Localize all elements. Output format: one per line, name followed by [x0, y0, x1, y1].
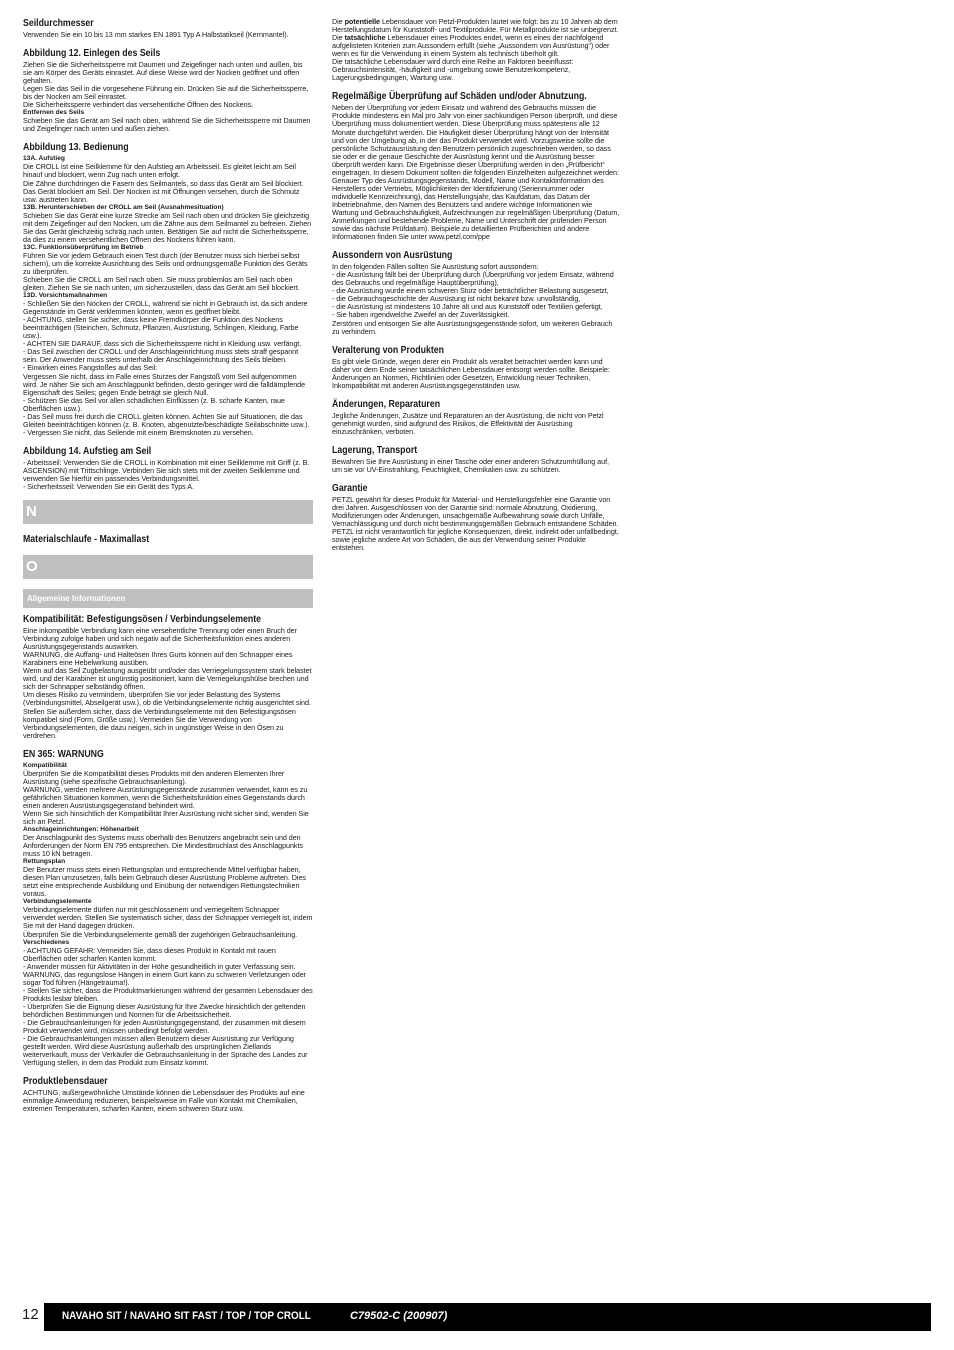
- section-title: Garantie: [332, 483, 368, 495]
- subheading: 13A. Aufstieg: [23, 155, 65, 163]
- section-body: Die potentielle Lebensdauer von Petzl-Produkten lautet wie folgt: bis zu 10 Jahren ab dem Herstellungsdatum für Kunststoff- und Textilprodukte. Für Metallprodukte ist sie unbegrenzt. Die tatsächliche Lebensdauer eines Produktes endet, wenn es eines der nachfolgend aufgelisteten Kriterien zum Aussondern erfüllt (siehe „Aussondern von Ausrüstung“) oder wenn es für die Verwendung in einem System als technisch überholt gilt. Die tatsächliche Lebensdauer wird durch eine Reihe an Faktoren beeinflusst: Gebrauchsintensität, -häufigkeit und -umgebung sowie Benutzerkompetenz, Lagerungsbedingungen, Wartung usw.: [332, 17, 619, 83]
- section-body: - Arbeitsseil: Verwenden Sie die CROLL in Kombination mit einer Seilklemme mit Griff (z. B. ASCENSION) mit Trittschlinge. Verbinden Sie sich stets mit der zweiten Seilklemme und verwenden Sie hierfür ein passendes Verbindungsmittel. - Sicherheitsseil: Verwenden Sie ein Gerät des Typs A.: [23, 457, 310, 492]
- subheading: Anschlageinrichtungen: Höhenarbeit: [23, 826, 139, 834]
- general-info-bar: Allgemeine Informationen: [23, 589, 313, 608]
- section-body: In den folgenden Fällen sollten Sie Ausrüstung sofort aussondern: - die Ausrüstung fällt bei der Überprüfung durch (Überprüfung vor jedem Einsatz, während des Gebrauchs und regelmäßige Hauptüberprüfung), - die Ausrüstung wurde einem schweren Sturz oder beträchtlicher Belastung ausgesetzt, - die Gebrauchsgeschichte der Ausrüstung ist nicht bekannt bzw. unvollständig, - die Ausrüstung ist mindestens 10 Jahre alt und aus Kunststoff oder Textilien gefertigt, - Sie haben irgendwelche Zweifel an der Zuverlässigkeit. Zerstören und entsorgen Sie alte Ausrüstungsgegenstände sofort, um weiteren Gebrauch zu verhindern.: [332, 262, 614, 336]
- subheading: Kompatibilität: [23, 761, 67, 769]
- section-abbildung-14: [23, 446, 313, 491]
- subheading: 13C. Funktionsüberprüfung im Betrieb: [23, 243, 144, 251]
- section-body: - Schließen Sie den Nocken der CROLL, während sie nicht in Gebrauch ist, da sich andere Gegenstände im Gerät verklemmen könnten, wenn es geöffnet bleibt. - ACHTUNG, stellen Sie sicher, dass keine Fremdkörper die Funktion des Nockens beeinträchtigen (Steinchen, Schmutz, Pflanzen, Ausrüstung, Schlingen, Kleidung, Farbe usw.). - ACHTEN SIE DARAUF, dass sich die Sicherheitssperre nicht in Kleidung usw. verfängt. - Das Seil zwischen der CROLL und der Anschlageinrichtung muss stets straff gespannt sein. Der Anwender muss stets unterhalb der Anschlageinrichtung des Seils bleiben. - Einwirken eines Fangstoßes auf das Seil: Vergessen Sie nicht, dass im Falle eines Sturzes der Fangstoß vom Seil aufgenommen wird. Je näher Sie sich am Anschlagpunkt befinden, desto geringer wird die falldämpfende Eigenschaft des Seiles; gegen Ende beträgt sie gleich Null. - Schützen Sie das Seil vor allen schädlichen Einflüssen (z. B. scharfe Kanten, raue Oberflächen usw.). - Das Seil muss frei durch die CROLL gleiten können. Achten Sie auf Situationen, die das Gleiten beeinträchtigen können (z. B. Knoten, abgenutzte/beschädigte Seilabschnitte usw.). - Vergessen Sie nicht, das Seilende mit einem Bremsknoten zu versehen.: [23, 299, 310, 437]
- subheading: 13D. Vorsichtsmaßnahmen: [23, 292, 108, 300]
- section-title: Aussondern von Ausrüstung: [332, 250, 453, 262]
- section-aussondern: [332, 250, 620, 335]
- section-body: - ACHTUNG GEFAHR: Vermeiden Sie, dass dieses Produkt in Kontakt mit rauen Oberflächen oder scharfen Kanten kommt. - Anwender müssen für Aktivitäten in der Höhe gesundheitlich in guter Verfassung sein. WARNUNG, das regungslose Hängen in einem Gurt kann zu schweren Verletzungen oder sogar Tod führen (Hängetrauma!). - Stellen Sie sicher, dass die Produktmarkierungen während der gesamten Lebensdauer des Produkts lesbar bleiben. - Überprüfen Sie die Eignung dieser Ausrüstung für Ihre Zwecke hinsichtlich der geltenden behördlichen Bestimmungen und Normen für die Arbeitssicherheit. - Die Gebrauchsanleitungen für jeden Ausrüstungsgegenstand, der zusammen mit diesem Produkt verwendet wird, müssen unbedingt befolgt werden. - Die Gebrauchsanleitungen müssen allen Benutzern dieser Ausrüstung zur Verfügung gestellt werden. Wird diese Ausrüstung außerhalb des ursprünglichen Ziellands weiterverkauft, muss der Verkäufer die Gebrauchsanleitung in der Sprache des Landes zur Verfügung stellen, in dem das Produkt zum Einsatz kommt.: [23, 945, 313, 1068]
- section-body: Der Benutzer muss stets einen Rettungsplan und entsprechende Mittel verfügbar haben, diesen Plan umzusetzen, falls beim Gebrauch dieser Ausrüstung Probleme auftreten. Dies setzt eine entsprechende Ausbildung und Einübung der notwendigen Rettungstechniken voraus.: [23, 865, 306, 899]
- section-letter-bar-n: N: [23, 500, 313, 524]
- subheading: Verbindungselemente: [23, 898, 92, 906]
- section-en365: [23, 749, 313, 1068]
- section-body: ACHTUNG, außergewöhnliche Umstände können die Lebensdauer des Produkts auf eine einmalige Anwendung reduzieren, beispielsweise im Falle von Kontakt mit Chemikalien, extremen Temperaturen, scharfen Kanten, einem schweren Sturz usw.: [23, 1088, 305, 1114]
- emphasis: tatsächliche: [344, 33, 386, 43]
- section-body: Führen Sie vor jedem Gebrauch einen Test durch (der Benutzer muss sich hierbei selbst sichern), um die korrekte Ausrichtung des Seils und ordnungsgemäße Funktion des Geräts zu überprüfen. Schieben Sie die CROLL am Seil nach oben. Sie muss problemlos am Seil nach oben gleiten. Ziehen Sie sie nach unten, um sicherzustellen, dass das Gerät am Seil blockiert.: [23, 250, 308, 293]
- section-body: Überprüfen Sie die Kompatibilität dieses Produkts mit den anderen Elementen Ihrer Ausrüstung (siehe spezifische Gebrauchsanleitung). WARNUNG, werden mehrere Ausrüstungsgegenstände zusammen verwendet, kann es zu gefährlichen Situationen kommen, wenn die Sicherheitsfunktion eines Gegenstands durch einen anderen Ausrüstungsgegenstand behindert wird. Wenn Sie sich hinsichtlich der Kompatibilität Ihrer Ausrüstung nicht sicher sind, wenden Sie sich an Petzl.: [23, 768, 309, 826]
- section-title: Abbildung 13. Bedienung: [23, 142, 129, 154]
- section-body: Jegliche Änderungen, Zusätze und Reparaturen an der Ausrüstung, die nicht von Petzl genehmigt wurden, sind aufgrund des Risikos, die Effektivität der Ausrüstung einzuschränken, verboten.: [332, 410, 604, 436]
- section-lebensdauer-intro: [332, 18, 620, 82]
- section-title: Materialschlaufe - Maximallast: [23, 534, 150, 546]
- section-body: Verbindungselemente dürfen nur mit geschlossenem und verriegeltem Schnapper verwendet werden. Stellen Sie systematisch sicher, dass der Schnapper verriegelt ist, indem Sie mit der Hand dagegen drücken. Überprüfen Sie die Verbindungselemente gemäß der zugehörigen Gebrauchsanleitung.: [23, 905, 313, 939]
- section-title: Regelmäßige Überprüfung auf Schäden und/oder Abnutzung.: [332, 91, 587, 103]
- section-title: Kompatibilität: Befestigungsösen / Verbindungselemente: [23, 614, 262, 626]
- section-title: Abbildung 14. Aufstieg am Seil: [23, 445, 152, 457]
- right-column: [332, 18, 620, 561]
- section-body: Neben der Überprüfung vor jedem Einsatz und während des Gebrauchs müssen die Produkte mindestens ein Mal pro Jahr von einer sachkundigen Person überprüft, und diese Überprüfung muss dokumentiert werden. Diese Überprüfung muss spätestens alle 12 Monate durchgeführt werden. Die Häufigkeit dieser Überprüfung hängt von der Intensität und von der Umgebung ab, in der das Produkt verwendet wird. Vorzugsweise sollte die persönliche Schutzausrüstung den Benutzern persönlich zugeschrieben werden, so dass sie oder er die genaue Geschichte der Ausrüstung kennt und die Ausrüstung besser überprüft werden kann. Die Ergebnisse dieser Überprüfung werden in den „Prüfbericht“ eingetragen. In diesem Dokument sollten die folgenden Einzelheiten aufgezeichnet werden: Genauer Typ des Ausrüstungsgegenstands, Modell, Name und Kontaktinformation des Herstellers oder Vertriebs, Möglichkeiten der Identifizierung (Seriennummer oder individuelle Kennzeichnung), das Herstellungsjahr, das Kaufdatum, das Datum der Inbetriebnahme, den Namen des Benutzers und andere wichtige Informationen wie Wartung und Gebrauchshäufigkeit, Aufzeichnungen zur regelmäßigen Überprüfung (Datum, Anmerkungen und bestehende Probleme, Name und Unterschrift der prüfenden Person sowie das nächste Prüfdatum). Beispiele zu detaillierten Prüfberichten und andere Informationen finden Sie unter www.petzl.com/ppe: [332, 103, 620, 242]
- section-regelmaessige-ueberpruefung: [332, 91, 620, 241]
- section-body: Eine inkompatible Verbindung kann eine versehentliche Trennung oder einen Bruch der Verbindung zufolge haben und sich negativ auf die Sicherheitsfunktion eines anderen Ausrüstungsgegenstands auswirken. WARNUNG, die Auffang- und Halteösen Ihres Gurts können auf den Schnapper eines Karabiners eine Hebelwirkung ausüben. Wenn auf das Seil Zugbelastung ausgeübt und/oder das Verriegelungssystem stark belastet wird, und der Karabiner ist ungünstig positioniert, kann die Verriegelungshülse brechen und sich der Schnapper selbständig öffnen. Um dieses Risiko zu vermindern, überprüfen Sie vor jeder Belastung des Systems (Verbindungsmittel, Abseilgerät usw.), ob die Verbindungselemente richtig ausgerichtet sind. Stellen Sie außerdem sicher, dass die Verbindungselemente mit den Befestigungsösen kompatibel sind (Form, Größe usw.). Vermeiden Sie die Verwendung von Verbindungselementen, die dazu neigen, sich in ungünstiger Weise in den Ösen zu verdrehen.: [23, 626, 312, 740]
- section-title: Produktlebensdauer: [23, 1076, 108, 1088]
- section-produktlebensdauer: [23, 1076, 313, 1113]
- footer-title: NAVAHO SIT / NAVAHO SIT FAST / TOP / TOP CROLL: [62, 1310, 311, 1322]
- section-title: EN 365: WARNUNG: [23, 748, 104, 760]
- page-footer: [22, 1303, 931, 1331]
- section-aenderungen: [332, 399, 620, 436]
- section-seildurchmesser: [23, 18, 313, 39]
- section-body: Schieben Sie das Gerät am Seil nach oben, während Sie die Sicherheitssperre mit Daumen und Zeigefinger nach unten und außen ziehen.: [23, 116, 311, 134]
- section-body: Es gibt viele Gründe, wegen derer ein Produkt als veraltet betrachtet werden kann und daher vor dem Ende seiner tatsächlichen Lebensdauer entsorgt werden sollte. Beispiele: Änderungen an Normen, Richtlinien oder Gesetzen, Entwicklung neuer Techniken, Inkompatibilität mit anderen Ausrüstungsgegenständen usw.: [332, 356, 610, 390]
- document-code: C79502-C (200907): [350, 1310, 448, 1322]
- section-letter-bar-o: O: [23, 555, 313, 579]
- section-body: Die CROLL ist eine Seilklemme für den Aufstieg am Arbeitsseil. Es gleitet leicht am Seil hinauf und blockiert, wenn Zug nach unten erfolgt. Die Zähne durchdringen die Fasern des Seilmantels, so dass das Gerät am Seil blockiert. Das Gerät blockiert am Seil. Der Nocken ist mit Öffnungen versehen, durch die Schmutz usw. austreten kann.: [23, 162, 304, 204]
- section-title: Lagerung, Transport: [332, 444, 418, 456]
- subheading: Verschiedenes: [23, 938, 70, 946]
- page-number: 12: [22, 1306, 39, 1323]
- section-body: Bewahren Sie Ihre Ausrüstung in einer Tasche oder einer anderen Schutzumhüllung auf, um sie vor UV-Einstrahlung, Feuchtigkeit, Chemikalien usw. zu schützen.: [332, 456, 609, 474]
- section-body: Verwenden Sie ein 10 bis 13 mm starkes EN 1891 Typ A Halbstatikseil (Kernmantel).: [23, 30, 289, 39]
- section-abbildung-13: [23, 142, 313, 436]
- section-title: Veralterung von Produkten: [332, 344, 444, 356]
- section-garantie: [332, 483, 620, 552]
- section-title: Abbildung 12. Einlegen des Seils: [23, 48, 161, 60]
- section-materialschlaufe: [23, 534, 313, 546]
- subheading: 13B. Herunterschieben der CROLL am Seil (Ausnahmesituation): [23, 203, 224, 211]
- section-body: Der Anschlagpunkt des Systems muss oberhalb des Benutzers angebracht sein und den Anforderungen der Norm EN 795 entsprechen. Die Mindestbruchlast des Anschlagpunkts muss 10 kN betragen.: [23, 833, 303, 859]
- section-title: Seildurchmesser: [23, 18, 94, 29]
- section-title: Änderungen, Reparaturen: [332, 398, 441, 410]
- section-veralterung: [332, 345, 620, 390]
- section-abbildung-12: [23, 48, 313, 133]
- left-column: [23, 18, 313, 1122]
- text-span: Lebensdauer eines Produktes endet, wenn es eines der nachfolgend aufgelisteten Kriterien zum Aussondern erfüllt (siehe „Aussondern von Ausrüstung“) oder wenn es für die Verwendung in einem System als technisch überholt gilt. Die tatsächliche Lebensdauer wird durch eine Reihe an Faktoren beeinflusst: Gebrauchsintensität, -häufigkeit und -umgebung sowie Benutzerkompetenz, Lagerungsbedingungen, Wartung usw.: [332, 33, 610, 83]
- subheading: Entfernen des Seils: [23, 109, 85, 117]
- section-body: Ziehen Sie die Sicherheitssperre mit Daumen und Zeigefinger nach unten und außen, bis sie am Körper des Geräts einrastet. Auf diese Weise wird der Nocken geöffnet und offen gehalten. Legen Sie das Seil in die vorgesehene Führung ein. Drücken Sie auf die Sicherheitssperre, bis der Nocken am Seil einrastet. Die Sicherheitssperre verhindert das versehentliche Öffnen des Nockens.: [23, 60, 309, 110]
- footer-bar: [44, 1303, 931, 1331]
- section-body: Schieben Sie das Gerät eine kurze Strecke am Seil nach oben und drücken Sie gleichzeitig mit dem Zeigefinger auf den Nocken, um die Zähne aus dem Seilmantel zu befreien. Ziehen Sie das Gerät gleichzeitig schräg nach unten. Betätigen Sie auf nicht die Sicherheitssperre, da dies zu einem versehentlichen Öffnen des Nockens führen kann.: [23, 210, 312, 244]
- emphasis: potentielle: [344, 17, 380, 26]
- subheading: Rettungsplan: [23, 858, 66, 866]
- section-lagerung: [332, 445, 620, 474]
- section-kompatibilitaet: [23, 614, 313, 740]
- text-span: Lebensdauer von Petzl-Produkten lautet wie folgt: bis zu 10 Jahren ab dem Herstellungsdatum für Kunststoff- und Textilprodukte. Für Metallprodukte ist sie unbegrenzt.: [332, 17, 619, 35]
- section-body: PETZL gewährt für dieses Produkt für Material- und Herstellungsfehler eine Garantie von drei Jahren. Ausgeschlossen von der Garantie sind: normale Abnutzung, Oxidierung, Modifizierungen oder Änderungen, unsachgemäße Aufbewahrung sowie durch Unfälle, Vernachlässigung und durch nicht bestimmungsgemäßen Gebrauch entstandene Schäden. PETZL ist nicht verantwortlich für jegliche Konsequenzen, direkt, indirekt oder unfallbedingt, sowie jegliche andere Art von Schäden, die aus der Verwendung seiner Produkte entstehen.: [332, 495, 619, 553]
